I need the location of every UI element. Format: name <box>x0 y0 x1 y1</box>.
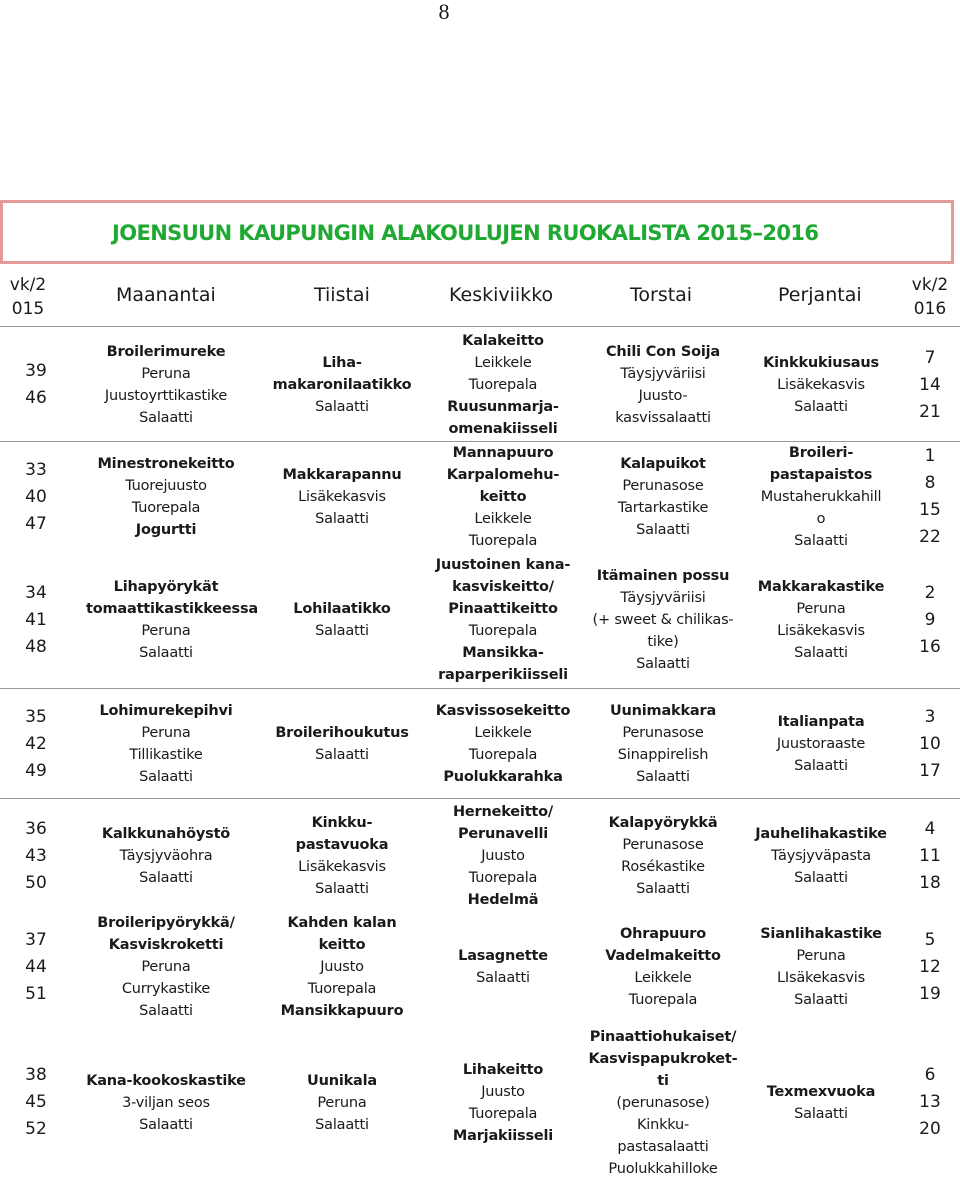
week-number: 2 <box>924 582 936 603</box>
dish-side: Salaatti <box>476 970 530 986</box>
dish-side: Lisäkekasvis <box>298 859 386 875</box>
dish-name: Italianpata <box>777 714 865 730</box>
dish-side: (perunasose) <box>616 1094 710 1111</box>
dish-name: Kalapuikot <box>620 456 706 472</box>
dish-name: Kasviskroketti <box>108 937 224 953</box>
menu-cell-thursday <box>584 800 742 912</box>
dish-side: Peruna <box>141 623 191 639</box>
week-numbers-2015 <box>0 690 72 798</box>
dish-name: Mansikkapuuro <box>280 1003 404 1019</box>
dish-side: 3-viljan seos <box>122 1094 210 1111</box>
header-week-left-line: vk/2 <box>9 275 47 295</box>
dish-side: Salaatti <box>315 881 369 897</box>
dish-side: Salaatti <box>139 769 193 785</box>
menu-cell-tuesday <box>262 800 422 912</box>
dish-name: Makkarapannu <box>282 467 402 483</box>
week-numbers-2016 <box>900 1022 960 1183</box>
dish-name: raparperikiisseli <box>438 667 568 683</box>
week-number: 49 <box>25 760 47 781</box>
week-number: 22 <box>919 527 941 547</box>
week-number: 11 <box>919 845 941 866</box>
row-divider <box>0 326 960 327</box>
week-numbers-2015 <box>0 552 72 688</box>
week-numbers-2016 <box>900 442 960 552</box>
dish-side: Täysjyväriisi <box>620 590 706 606</box>
dish-name: Kalapyörykkä <box>608 815 718 831</box>
menu-cell-monday <box>86 442 246 552</box>
header-week-right-line: 016 <box>913 299 947 319</box>
dish-side: LIsäkekasvis <box>777 970 865 986</box>
menu-cell-wednesday <box>422 912 584 1022</box>
dish-name: Hedelmä <box>467 892 539 908</box>
week-number: 6 <box>924 1065 936 1085</box>
week-number: 44 <box>25 956 47 977</box>
dish-name: Kasvissosekeitto <box>435 703 571 719</box>
menu-cell-thursday <box>584 912 742 1022</box>
week-number: 18 <box>919 872 941 893</box>
week-numbers-2016 <box>900 912 960 1022</box>
menu-cell-thursday <box>584 1022 742 1183</box>
dish-name: Sianlihakastike <box>760 926 882 942</box>
menu-cell-thursday <box>584 552 742 688</box>
dish-side: kasvissalaatti <box>615 410 711 426</box>
week-number: 51 <box>25 983 47 1004</box>
dish-name: Makkarakastike <box>757 579 885 595</box>
week-number: 47 <box>25 513 47 534</box>
week-number: 37 <box>25 929 47 950</box>
dish-side: Salaatti <box>794 758 848 774</box>
menu-cell-wednesday <box>422 1022 584 1183</box>
week-numbers-2015 <box>0 912 72 1022</box>
menu-cell-thursday <box>584 330 742 440</box>
dish-name: Juustoinen kana- <box>435 557 571 573</box>
dish-name: Kahden kalan <box>287 915 397 931</box>
dish-side: Peruna <box>796 601 846 617</box>
row-divider <box>0 798 960 799</box>
dish-name: tomaattikastikkeessa <box>86 601 258 617</box>
dish-name: Liha- <box>322 355 362 371</box>
dish-side: Leikkele <box>474 355 532 371</box>
dish-side: Täysjyväpasta <box>771 848 871 864</box>
dish-name: Mansikka- <box>462 645 544 661</box>
week-number: 43 <box>25 845 47 866</box>
dish-side: Salaatti <box>315 399 369 415</box>
dish-name: pastavuoka <box>295 837 389 853</box>
week-number: 50 <box>25 872 47 893</box>
dish-side: Salaatti <box>794 533 848 549</box>
header-day-friday: Perjantai <box>778 284 862 306</box>
dish-side: Juusto- <box>638 388 688 404</box>
dish-side: Salaatti <box>139 870 193 886</box>
dish-name: Lohimurekepihvi <box>99 703 233 719</box>
week-number: 36 <box>25 818 47 839</box>
dish-side: Salaatti <box>794 992 848 1008</box>
dish-name: Kalakeitto <box>462 333 544 349</box>
dish-name: Itämainen possu <box>596 568 730 584</box>
week-number: 9 <box>924 609 936 630</box>
week-number: 19 <box>919 983 941 1004</box>
dish-side: Peruna <box>141 725 191 741</box>
dish-side: Salaatti <box>315 1116 369 1133</box>
week-number: 46 <box>25 388 47 408</box>
dish-side: pastasalaatti <box>617 1138 709 1155</box>
dish-side: Tillikastike <box>129 747 203 763</box>
header-week-left-line: 015 <box>11 299 45 319</box>
dish-side: Salaatti <box>636 881 690 897</box>
week-number: 21 <box>919 401 941 422</box>
dish-side: Tartarkastike <box>617 500 709 516</box>
week-number: 8 <box>924 473 936 493</box>
menu-cell-tuesday <box>262 1022 422 1183</box>
dish-name: Kasvispapukroket- <box>588 1050 738 1067</box>
dish-side: Sinappirelish <box>617 747 709 763</box>
menu-cell-monday <box>86 1022 246 1183</box>
dish-name: Broileri- <box>788 445 854 461</box>
dish-name: Karpalomehu- <box>446 467 560 483</box>
dish-name: Lohilaatikko <box>293 601 391 617</box>
dish-name: Kinkkukiusaus <box>763 355 879 371</box>
dish-name: Ruusunmarja- <box>447 399 559 415</box>
menu-cell-friday <box>742 1022 900 1183</box>
dish-side: Peruna <box>141 366 191 382</box>
menu-cell-monday <box>86 552 258 688</box>
week-numbers-2016 <box>900 330 960 440</box>
dish-side: Tuorepala <box>468 747 538 763</box>
menu-cell-wednesday <box>422 552 584 688</box>
menu-cell-friday <box>742 330 900 440</box>
dish-side: Salaatti <box>794 1105 848 1122</box>
week-number: 3 <box>924 706 936 727</box>
dish-name: keitto <box>318 937 366 953</box>
dish-name: Broilerihoukutus <box>275 725 409 741</box>
week-number: 1 <box>924 446 936 466</box>
dish-side: Tuorepala <box>307 981 377 997</box>
dish-side: Tuorejuusto <box>125 478 207 494</box>
dish-name: Uunikala <box>307 1072 377 1089</box>
week-numbers-2016 <box>900 690 960 798</box>
week-number: 39 <box>25 361 47 381</box>
dish-side: Salaatti <box>139 645 193 661</box>
dish-name: Lasagnette <box>458 948 548 964</box>
dish-side: Lisäkekasvis <box>777 377 865 393</box>
dish-side: Lisäkekasvis <box>298 489 386 505</box>
week-number: 4 <box>924 818 936 839</box>
dish-side: Tuorepala <box>628 992 698 1008</box>
header-day-wednesday: Keskiviikko <box>449 284 554 306</box>
week-number: 48 <box>25 636 47 657</box>
dish-name: Pinaattiohukaiset/ <box>589 1028 737 1045</box>
menu-cell-friday <box>742 912 900 1022</box>
week-number: 20 <box>919 1119 941 1139</box>
dish-name: Kana-kookoskastike <box>86 1072 246 1089</box>
dish-side: Salaatti <box>636 522 690 538</box>
dish-side: Mustaherukkahill <box>760 489 882 505</box>
dish-side: Leikkele <box>474 511 532 527</box>
week-number: 17 <box>919 760 941 781</box>
dish-side: Tuorepala <box>468 533 538 549</box>
dish-name: Puolukkarahka <box>443 769 563 785</box>
menu-cell-thursday <box>584 442 742 552</box>
week-number: 35 <box>25 706 47 727</box>
week-numbers-2015 <box>0 800 72 912</box>
menu-cell-monday <box>86 912 246 1022</box>
dish-name: makaronilaatikko <box>272 377 412 393</box>
menu-cell-monday <box>86 800 246 912</box>
dish-side: Tuorepala <box>131 500 201 516</box>
dish-side: Salaatti <box>794 870 848 886</box>
header-week-right-line: vk/2 <box>911 275 949 295</box>
dish-side: Juusto <box>481 1083 525 1100</box>
menu-cell-wednesday <box>422 330 584 440</box>
week-numbers-2015 <box>0 1022 72 1183</box>
dish-name: Jauhelihakastike <box>755 826 887 842</box>
dish-side: Rosékastike <box>621 859 705 875</box>
dish-side: Täysjyväriisi <box>620 366 706 382</box>
week-number: 52 <box>25 1119 47 1139</box>
dish-side: Salaatti <box>636 656 690 672</box>
week-number: 15 <box>919 500 941 520</box>
header-day-monday: Maanantai <box>116 284 216 306</box>
week-number: 38 <box>25 1065 47 1085</box>
dish-name: omenakiisseli <box>448 421 558 437</box>
header-week-left <box>0 273 56 321</box>
menu-cell-monday <box>86 690 246 798</box>
dish-name: Kalkkunahöystö <box>101 826 231 842</box>
week-number: 16 <box>919 636 941 657</box>
dish-side: Salaatti <box>794 399 848 415</box>
week-number: 33 <box>25 459 47 480</box>
week-numbers-2015 <box>0 442 72 552</box>
dish-side: Tuorepala <box>468 870 538 886</box>
dish-side: o <box>816 511 826 527</box>
dish-name: kasviskeitto/ <box>452 579 554 595</box>
week-number: 7 <box>924 347 936 368</box>
menu-cell-friday <box>742 800 900 912</box>
dish-name: Texmexvuoka <box>766 1083 876 1100</box>
dish-name: Minestronekeitto <box>97 456 235 472</box>
dish-side: Puolukkahilloke <box>608 1160 718 1177</box>
dish-name: Chili Con Soija <box>605 344 721 360</box>
dish-name: Uunimakkara <box>609 703 717 719</box>
page-number: 8 <box>438 0 450 24</box>
dish-side: Tuorepala <box>468 1105 538 1122</box>
menu-cell-friday <box>742 552 900 688</box>
week-numbers-2016 <box>900 800 960 912</box>
dish-side: Salaatti <box>315 747 369 763</box>
week-numbers-2016 <box>900 552 960 688</box>
dish-side: (+ sweet & chilikas- <box>592 612 734 628</box>
dish-side: Perunasose <box>622 725 704 741</box>
week-number: 10 <box>919 733 941 754</box>
dish-name: Lihapyörykät <box>113 579 219 595</box>
dish-side: Juustoyrttikastike <box>104 388 228 404</box>
dish-name: pastapaistos <box>769 467 873 483</box>
dish-side: Kinkku- <box>636 1116 690 1133</box>
dish-name: keitto <box>479 489 527 505</box>
dish-side: Salaatti <box>139 410 193 426</box>
week-number: 45 <box>25 1092 47 1112</box>
menu-cell-thursday <box>584 690 742 798</box>
dish-name: Perunavelli <box>457 826 549 842</box>
dish-side: Leikkele <box>634 970 692 986</box>
week-numbers-2015 <box>0 330 72 440</box>
menu-cell-tuesday <box>262 330 422 440</box>
dish-side: Salaatti <box>794 645 848 661</box>
dish-side: Currykastike <box>121 981 211 997</box>
menu-cell-tuesday <box>262 690 422 798</box>
dish-side: Peruna <box>141 959 191 975</box>
dish-side: Juusto <box>481 848 525 864</box>
dish-name: ti <box>657 1072 669 1089</box>
row-divider <box>0 688 960 689</box>
dish-name: Marjakiisseli <box>452 1127 554 1144</box>
header-day-thursday: Torstai <box>630 284 693 306</box>
dish-side: Salaatti <box>139 1003 193 1019</box>
header-row <box>0 268 960 324</box>
menu-cell-wednesday <box>422 442 584 552</box>
dish-side: Juustoraaste <box>776 736 866 752</box>
dish-side: Salaatti <box>139 1116 193 1133</box>
dish-name: Vadelmakeitto <box>605 948 721 964</box>
menu-cell-tuesday <box>262 552 422 688</box>
menu-cell-wednesday <box>422 800 584 912</box>
dish-name: Ohrapuuro <box>620 926 706 942</box>
dish-name: Kinkku- <box>311 815 373 831</box>
dish-side: tike) <box>647 634 679 650</box>
week-number: 42 <box>25 733 47 754</box>
week-number: 40 <box>25 486 47 507</box>
dish-side: Peruna <box>796 948 846 964</box>
menu-cell-wednesday <box>422 690 584 798</box>
dish-side: Salaatti <box>315 511 369 527</box>
dish-side: Tuorepala <box>468 623 538 639</box>
week-number: 13 <box>919 1092 941 1112</box>
menu-cell-friday <box>742 690 900 798</box>
dish-side: Tuorepala <box>468 377 538 393</box>
week-number: 14 <box>919 374 941 395</box>
dish-side: Leikkele <box>474 725 532 741</box>
dish-side: Perunasose <box>622 478 704 494</box>
menu-cell-monday <box>86 330 246 440</box>
week-number: 5 <box>924 929 936 950</box>
dish-side: Salaatti <box>315 623 369 639</box>
dish-name: Broileripyörykkä/ <box>97 915 235 931</box>
dish-side: Salaatti <box>636 769 690 785</box>
dish-side: Juusto <box>320 959 364 975</box>
dish-side: Täysjyväohra <box>119 848 213 864</box>
dish-side: Lisäkekasvis <box>777 623 865 639</box>
dish-side: Perunasose <box>622 837 704 853</box>
header-day-tuesday: Tiistai <box>314 284 370 306</box>
menu-cell-friday <box>742 442 900 552</box>
dish-name: Mannapuuro <box>452 445 554 461</box>
dish-name: Pinaattikeitto <box>448 601 558 617</box>
dish-name: Lihakeitto <box>462 1061 544 1078</box>
menu-title: JOENSUUN KAUPUNGIN ALAKOULUJEN RUOKALISTA 2015–2016 <box>112 221 819 245</box>
dish-name: Jogurtti <box>135 522 197 538</box>
menu-cell-tuesday <box>262 442 422 552</box>
dish-name: Broilerimureke <box>106 344 226 360</box>
dish-name: Hernekeitto/ <box>452 804 554 820</box>
header-week-right <box>902 273 958 321</box>
week-number: 41 <box>25 609 47 630</box>
week-number: 12 <box>919 956 941 977</box>
menu-cell-tuesday <box>262 912 422 1022</box>
dish-side: Peruna <box>317 1094 367 1111</box>
week-number: 34 <box>25 582 47 603</box>
